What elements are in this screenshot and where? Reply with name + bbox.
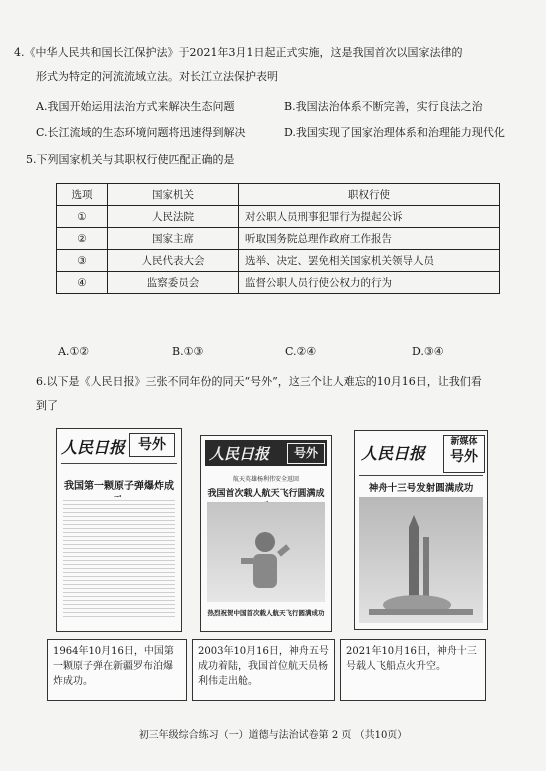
page-footer: 初三年级综合练习（一）道德与法治试卷第 2 页 （共10页） (138, 730, 408, 741)
haowai-badge: 号外 (129, 433, 175, 457)
table-cell: 人民法院 (108, 206, 239, 228)
q6-stem-line2: 到了 (36, 399, 58, 412)
haowai-small-label: 新媒体 (450, 437, 478, 447)
newspaper-1964 (56, 428, 182, 632)
newspaper-masthead: 人民日报 (361, 444, 426, 463)
table-row (57, 250, 500, 272)
table-cell: 选举、决定、罢免相关国家机关领导人员 (239, 250, 500, 272)
rocket-launch-photo (359, 497, 483, 623)
rocket-icon (359, 497, 483, 623)
newspaper-headline: 我国第一颗原子弹爆炸成 (64, 481, 174, 492)
newspaper-text-block (63, 497, 175, 617)
divider (61, 463, 177, 464)
q4-option-a: A.我国开始运用法治方式来解决生态问题 (36, 100, 235, 113)
haowai-badge (443, 435, 485, 473)
newspaper-headline: 神舟十三号发射圆满成功 (368, 483, 474, 494)
table-header: 国家机关 (108, 184, 239, 206)
astronaut-photo (207, 502, 325, 602)
table-cell: 国家主席 (108, 228, 239, 250)
q4-option-b: B.我国法治体系不断完善，实行良法之治 (284, 100, 483, 113)
newspaper-bottomline: 热烈祝贺中国首次载人航天飞行圆满成功 (207, 609, 325, 617)
table-cell: 监督公职人员行使公权力的行为 (239, 272, 500, 294)
table-cell: ④ (57, 272, 108, 294)
q5-option-a: A.①② (58, 345, 90, 358)
caption-1964: 1964年10月16日，中国第一颗原子弹在新疆罗布泊爆炸成功。 (47, 639, 187, 701)
table-header: 选项 (57, 184, 108, 206)
table-cell: 监察委员会 (108, 272, 239, 294)
astronaut-figure-icon (207, 502, 325, 602)
table-cell: ② (57, 228, 108, 250)
table-cell: 人民代表大会 (108, 250, 239, 272)
table-header: 职权行使 (239, 184, 500, 206)
newspaper-masthead: 人民日报 (209, 445, 270, 463)
table-header-row (57, 184, 500, 206)
q4-option-c: C.长江流域的生态环境问题将迅速得到解决 (36, 126, 246, 139)
table-row (57, 272, 500, 294)
haowai-badge: 号外 (287, 443, 325, 464)
newspaper-headline: 我国首次载人航天飞行圆满成 (207, 489, 325, 499)
newspaper-masthead: 人民日报 (61, 438, 126, 457)
newspaper-2003 (200, 435, 332, 632)
q4-option-d: D.我国实现了国家治理体系和治理能力现代化 (284, 126, 505, 139)
q5-table (56, 183, 500, 294)
table-cell: 听取国务院总理作政府工作报告 (239, 228, 500, 250)
table-row (57, 206, 500, 228)
table-cell: 对公职人员刑事犯罪行为提起公诉 (239, 206, 500, 228)
q4-stem-line1: 4.《中华人民共和国长江保护法》于2021年3月1日起正式实施，这是我国首次以国家法律的 (14, 46, 463, 59)
table-row (57, 228, 500, 250)
newspaper-subhead: 航天英雄杨利伟安全返回 (232, 476, 299, 483)
q6-stem-line1: 6.以下是《人民日报》三张不同年份的同天“号外”，这三个让人难忘的10月16日，让我们看 (36, 375, 482, 388)
q4-stem-line2: 形式为特定的河流流域立法。对长江立法保护表明 (36, 70, 278, 83)
q5-option-d: D.③④ (412, 345, 444, 358)
newspaper-2021 (354, 430, 488, 630)
q5-stem: 5.下列国家机关与其职权行使匹配正确的是 (26, 153, 235, 166)
caption-2021: 2021年10月16日，神舟十三号载人飞船点火升空。 (340, 639, 486, 701)
haowai-label: 号外 (450, 449, 478, 465)
divider (359, 475, 483, 476)
caption-2003: 2003年10月16日，神舟五号成功着陆，我国首位航天员杨利伟走出舱。 (192, 639, 335, 701)
table-cell: ③ (57, 250, 108, 272)
table-cell: ① (57, 206, 108, 228)
q5-option-b: B.①③ (172, 345, 204, 358)
q5-option-c: C.②④ (285, 345, 317, 358)
